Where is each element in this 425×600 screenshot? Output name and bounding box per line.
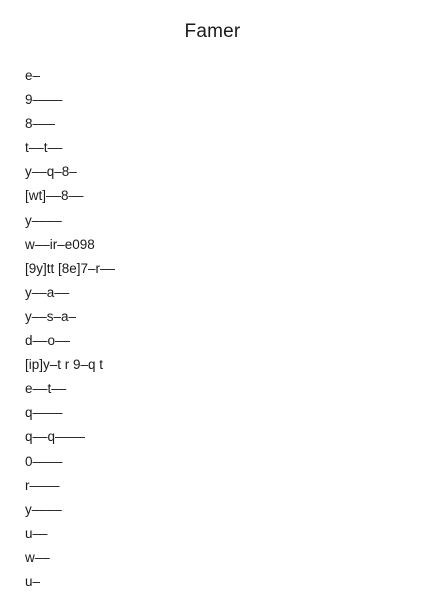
text-line: 8––– xyxy=(25,116,56,132)
page-title: Famer xyxy=(184,21,241,42)
text-line: r–––– xyxy=(25,477,60,493)
text-line: t––t–– xyxy=(25,140,63,156)
text-line: d––o–– xyxy=(25,333,71,349)
text-line: u– xyxy=(25,573,41,589)
text-line: 9–––– xyxy=(25,92,63,108)
text-line: [9y]tt [8e]7–r–– xyxy=(25,260,116,276)
text-line: y––a–– xyxy=(25,284,70,300)
text-line: y––s–a– xyxy=(25,308,77,324)
text-line: w–– xyxy=(25,549,50,565)
text-line: w––ir–e098 xyxy=(25,236,95,252)
text-line: u–– xyxy=(25,525,48,541)
text-line: e––t–– xyxy=(25,381,67,397)
text-line: y–––– xyxy=(25,212,62,228)
text-line: q––q–––– xyxy=(25,429,86,445)
text-line: [ip]y–t r 9–q t xyxy=(25,357,104,373)
text-line: e– xyxy=(25,68,41,83)
text-line: y––q–8– xyxy=(25,164,77,180)
text-line: y–––– xyxy=(25,501,62,517)
text-line: [wt]––8–– xyxy=(25,188,84,204)
text-line: 0–––– xyxy=(25,453,63,469)
text-lines xyxy=(25,64,115,594)
text-line: q–––– xyxy=(25,405,63,421)
